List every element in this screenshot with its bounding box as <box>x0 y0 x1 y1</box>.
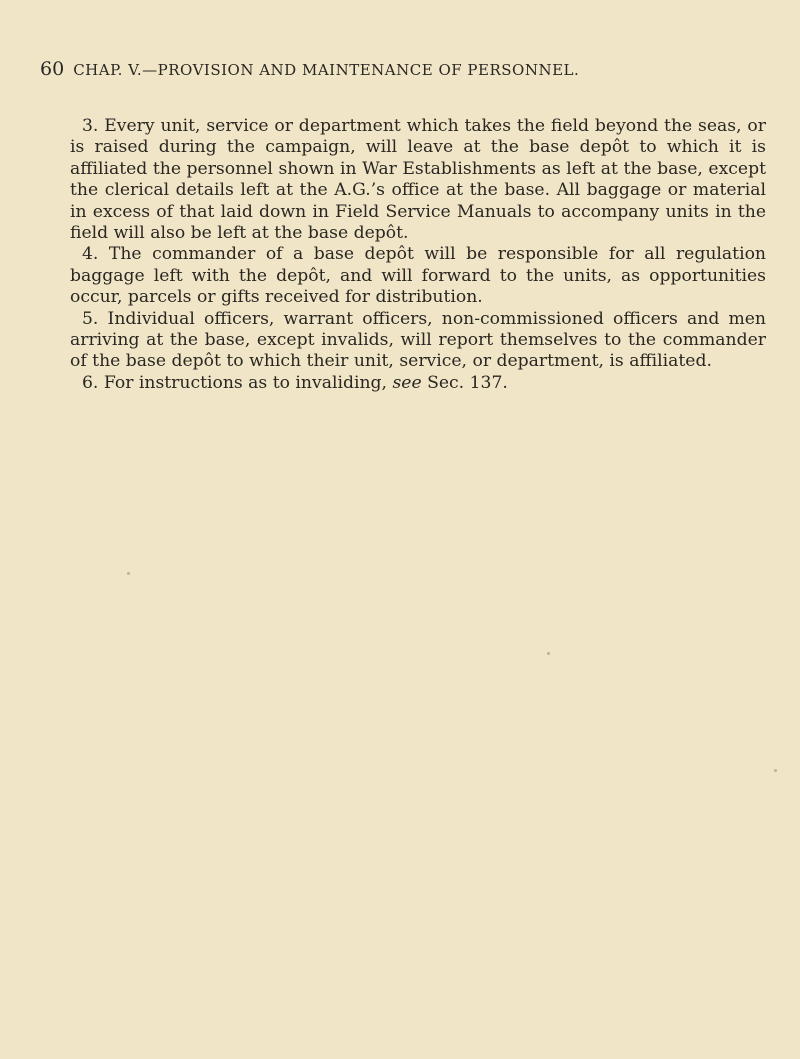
paragraph-4: 4. The commander of a base depôt will be responsible for all regulation baggage left with the depôt, and will forward to the units, as opportunities occur, parcels or gifts received for distribution. <box>70 244 766 308</box>
paragraph-5: 5. Individual officers, warrant officers, non-commissioned officers and men arriving at the base, except invalids, will report themselves to the commander of the base depôt to which their unit, service, or department, is affiliated. <box>70 308 766 372</box>
body-text <box>70 116 766 394</box>
see-reference-word: see <box>392 372 422 393</box>
paper-speck <box>774 769 777 772</box>
running-title: CHAP. V.—PROVISION AND MAINTENANCE OF PERSONNEL. <box>73 61 580 79</box>
page-number: 60 <box>40 58 65 80</box>
running-head <box>40 58 760 80</box>
paragraph-3: 3. Every unit, service or department which takes the field beyond the seas, or is raised during the campaign, will leave at the base depôt to which it is affiliated the personnel shown in War Establishments as left at the base, except the clerical details left at the A.G.’s office at the base. All baggage or material in excess of that laid down in Field Service Manuals to accompany units in the field will also be left at the base depôt. <box>70 116 766 244</box>
paragraph-6-text: 6. For instructions as to invaliding, <box>82 372 393 393</box>
section-reference: Sec. 137. <box>421 372 508 393</box>
paper-speck <box>547 652 550 655</box>
paragraph-6 <box>70 373 766 394</box>
paper-speck <box>127 572 130 575</box>
